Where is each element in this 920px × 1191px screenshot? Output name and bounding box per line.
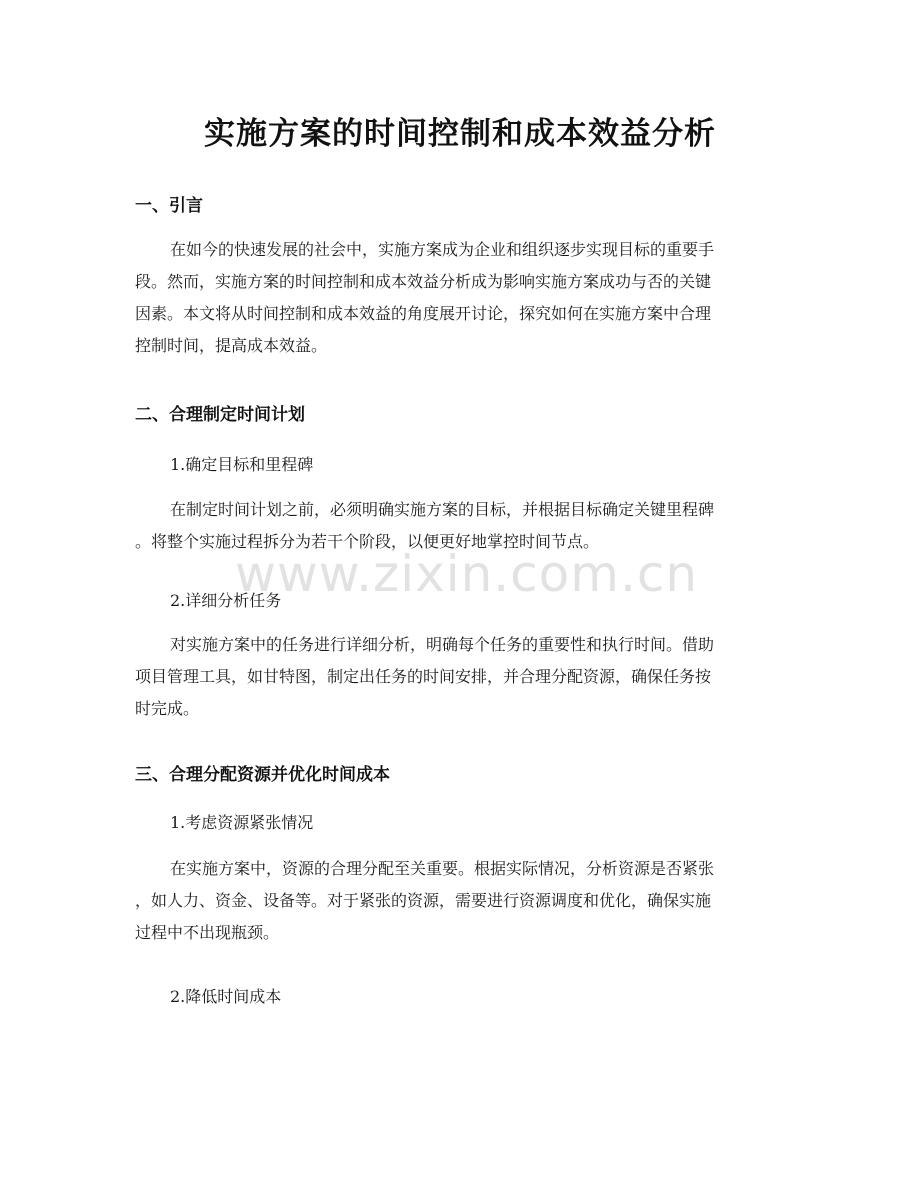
paragraph-line: 项目管理工具，如甘特图，制定出任务的时间安排，并合理分配资源，确保任务按 [135,667,712,686]
paragraph-line: 时完成。 [135,699,200,718]
subsection-title-task-analysis: 2.详细分析任务 [170,591,282,610]
paragraph-line: 因素。本文将从时间控制和成本效益的角度展开讨论，探究如何在实施方案中合理 [135,304,712,323]
subsection-title-resource-constraints: 1.考虑资源紧张情况 [170,813,314,832]
paragraph-line: 在如今的快速发展的社会中，实施方案成为企业和组织逐步实现目标的重要手 [170,240,715,259]
paragraph-line: 过程中不出现瓶颈。 [135,923,280,942]
paragraph-line: 控制时间，提高成本效益。 [135,336,328,355]
document-title: 实施方案的时间控制和成本效益分析 [204,116,716,152]
section-heading-resource-allocation: 三、合理分配资源并优化时间成本 [135,765,390,785]
paragraph-task-analysis [135,629,785,725]
paragraph-line: 段。然而，实施方案的时间控制和成本效益分析成为影响实施方案成功与否的关键 [135,272,712,291]
paragraph-line: 在实施方案中，资源的合理分配至关重要。根据实际情况，分析资源是否紧张 [170,859,715,878]
paragraph-introduction [135,234,785,362]
paragraph-line: 对实施方案中的任务进行详细分析，明确每个任务的重要性和执行时间。借助 [170,635,715,654]
paragraph-line: 在制定时间计划之前，必须明确实施方案的目标，并根据目标确定关键里程碑 [170,500,715,519]
section-heading-introduction: 一、引言 [135,196,203,216]
section-heading-time-plan: 二、合理制定时间计划 [135,405,305,425]
watermark: www.zixin.com.cn [235,545,699,603]
subsection-title-goals-milestones: 1.确定目标和里程碑 [170,455,314,474]
subsection-title-reduce-time-cost: 2.降低时间成本 [170,987,282,1006]
paragraph-line: ，如人力、资金、设备等。对于紧张的资源，需要进行资源调度和优化，确保实施 [135,891,712,910]
paragraph-line: 。将整个实施过程拆分为若干个阶段，以便更好地掌控时间节点。 [135,532,600,551]
paragraph-resource-constraints [135,853,785,949]
